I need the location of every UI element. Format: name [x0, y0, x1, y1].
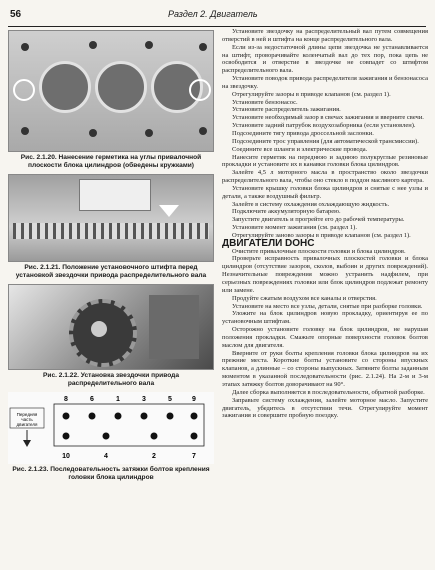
paragraph: Заправьте систему охлаждения, залейте моторное масло. Запустите двигатель, убедитесь в отсутствии течи. Отрегулируйте момент зажигания и совершите пробную поездку. [222, 396, 428, 420]
paragraph: Установите поводок привода распределителя зажигания и бензонасоса на звездочку. [222, 75, 428, 90]
paragraph: Уложите на блок цилиндров новую прокладку, ориентируя ее по установочным штифтам. [222, 310, 428, 326]
caption-text: Положение установочного штифта перед установкой звездочки привода распределительного вала [15, 264, 207, 279]
bolt-hole [21, 127, 29, 135]
caption-text: Установка звездочки привода распределительного вала [67, 372, 179, 387]
paragraph: Нанесите герметик на переднюю и заднюю полукруглые резиновые прокладки и установите их в канавки головки блока цилиндров. [222, 153, 428, 169]
cylinder-block-photo [8, 30, 214, 152]
head-outline [54, 404, 204, 446]
bolt-number: 1 [116, 396, 120, 403]
left-column [8, 30, 214, 486]
paragraph: Соедините все шланги и электрические провода. [232, 145, 368, 153]
page-header [8, 6, 426, 27]
figure-caption [12, 154, 210, 170]
sealant-circle [13, 79, 35, 101]
caption-text: Последовательность затяжки болтов крепления головки блока цилиндров [50, 466, 210, 481]
paragraph: Отрегулируйте заново зазоры в приводе клапанов (см. раздел 1). [232, 231, 411, 239]
paragraph: Установите момент зажигания (см. раздел 1). [232, 224, 357, 232]
paragraph: Осторожно установите головку на блок цилиндров, не нарушая положения прокладки. Смажьте опорные поверхности головок болтов маслом для двигателя. [222, 326, 428, 349]
paragraph: Далее сборка выполняется в последовательности, обратной разборке. [232, 388, 425, 396]
paragraph: Подключите аккумуляторную батарею. [232, 208, 341, 216]
camshaft-pin-photo [8, 174, 214, 262]
caption-number: Рис. 2.1.22. [43, 372, 79, 379]
cylinder-bore [39, 61, 91, 113]
bolt-number: 5 [168, 396, 172, 403]
hand [149, 295, 199, 359]
bolt [103, 433, 110, 440]
bolt-row-bottom [63, 433, 198, 440]
caption-number: Рис. 2.1.20. [20, 154, 57, 161]
paragraph: Установите задний патрубок воздухозаборника (если установлен). [232, 122, 416, 130]
page-number: 56 [10, 9, 22, 20]
paragraph: Установите звездочку на распределительный вал путем совмещения отверстий в ней и штифта на конце распределительного вала. [222, 28, 428, 43]
paragraph: Установите бензонасос. [232, 98, 298, 106]
bolt [115, 413, 122, 420]
bolt-hole [145, 129, 153, 137]
bolt-hole [89, 129, 97, 137]
sprocket-hub [91, 321, 107, 337]
paragraph: Отрегулируйте зазоры в приводе клапанов (см. раздел 1). [232, 90, 391, 98]
bolt-number: 6 [90, 396, 94, 403]
bolt-number: 10 [62, 453, 70, 460]
paragraph: Залейте 4,5 л моторного масла в пространство около звездочки распределительного вала, чтобы оно стекло в поддон масляного картера. [222, 169, 428, 185]
valve-springs [13, 223, 209, 239]
paragraph: Очистите привалочные плоскости головки и блока цилиндров. [232, 247, 406, 255]
paragraph: Установите необходимый зазор в свечах зажигания и вверните свечи. [232, 114, 424, 122]
chapter-title: Раздел 2. Двигатель [168, 9, 258, 19]
arrow-head-icon [23, 440, 31, 447]
caption-text: Нанесение герметика на углы привалочной плоскости блока цилиндров (обведены кружками) [28, 154, 202, 169]
bolt [191, 433, 198, 440]
sealant-circle [189, 79, 211, 101]
figure-caption [12, 466, 210, 482]
figure-caption [12, 372, 210, 388]
bolt-row-top [63, 413, 198, 420]
bolt [63, 433, 70, 440]
bolt-number: 9 [192, 396, 196, 403]
paragraph: Вверните от руки болты крепления головки блока цилиндров на их прежние места. Короткие болты установите со стороны впускных клапанов, а длинные – со стороны выпускных. Затяните болты заданным моментом в указанной последовательности (рис. 2.1.24). На 2-м и 3-м этапах затяжку болтов доворачивают на 90°. [222, 349, 428, 388]
bolt-hole [89, 41, 97, 49]
bolt [167, 413, 174, 420]
bolt-hole [145, 41, 153, 49]
figure-2-1-21 [8, 174, 214, 280]
bolt-hole [199, 127, 207, 135]
figure-2-1-22 [8, 284, 214, 388]
section-title: ДВИГАТЕЛИ DOHC [222, 237, 315, 249]
figure-2-1-23 [8, 392, 214, 482]
bolt [151, 433, 158, 440]
figure-2-1-20 [8, 30, 214, 170]
paragraph: Установите распределитель зажигания. [232, 106, 341, 114]
paragraph: Если из-за недостаточной длины цепи звездочка не устанавливается на штифт, проворачивайте коленчатый вал до тех пор, пока цепь не освободится и отверстие в звездочке не совпадет со штифтом распределительного вала. [222, 43, 428, 75]
bolt-hole [21, 43, 29, 51]
figure-caption [12, 264, 210, 280]
bolt [63, 413, 70, 420]
bolt [89, 413, 96, 420]
bolt-sequence-svg [8, 392, 214, 464]
bolt [191, 413, 198, 420]
paragraph: Продуйте сжатым воздухом все каналы и отверстия. [232, 294, 377, 302]
paragraph: Установите на место все узлы, детали, снятые при разборке головки. [232, 302, 423, 310]
paragraph: Установите крышку головки блока цилиндров и снятые с нее узлы и детали, а также воздушный фильтр. [222, 184, 428, 200]
paragraph: Подсоедините трос управления (для автоматической трансмиссии). [232, 137, 419, 145]
paragraph: Запустите двигатель и прогрейте его до рабочей температуры. [232, 216, 405, 224]
bolt-number: 3 [142, 396, 146, 403]
bolt-number: 4 [104, 453, 108, 460]
sprocket-photo [8, 284, 214, 370]
bolt-number: 7 [192, 453, 196, 460]
caption-number: Рис. 2.1.23. [12, 466, 49, 473]
right-column [222, 28, 428, 420]
camshaft-cap [79, 179, 151, 211]
caption-number: Рис. 2.1.21. [24, 264, 61, 271]
bolt [141, 413, 148, 420]
paragraph: Подсоедините тягу привода дроссельной заслонки. [232, 129, 374, 137]
arrow-pointer-icon [159, 205, 179, 217]
paragraph: Проверьте исправность привалочных плоскостей головки и блока цилиндров (отсутствие зазоров, сколов, выбоин и других повреждений). Незначительные повреждения можно устранить надфилем, при серьезных повреждениях головки или блок цилиндров подлежат ремонту или замене. [222, 255, 428, 294]
paragraph: Залейте в систему охлаждения охлаждающую жидкость. [232, 200, 390, 208]
bolt-hole [199, 43, 207, 51]
cylinder-bore [95, 61, 147, 113]
bolt-number: 2 [152, 453, 156, 460]
arrow-label: Передняя часть двигателя [16, 412, 38, 427]
bolt-number: 8 [64, 396, 68, 403]
bolt-sequence-diagram [8, 392, 214, 464]
